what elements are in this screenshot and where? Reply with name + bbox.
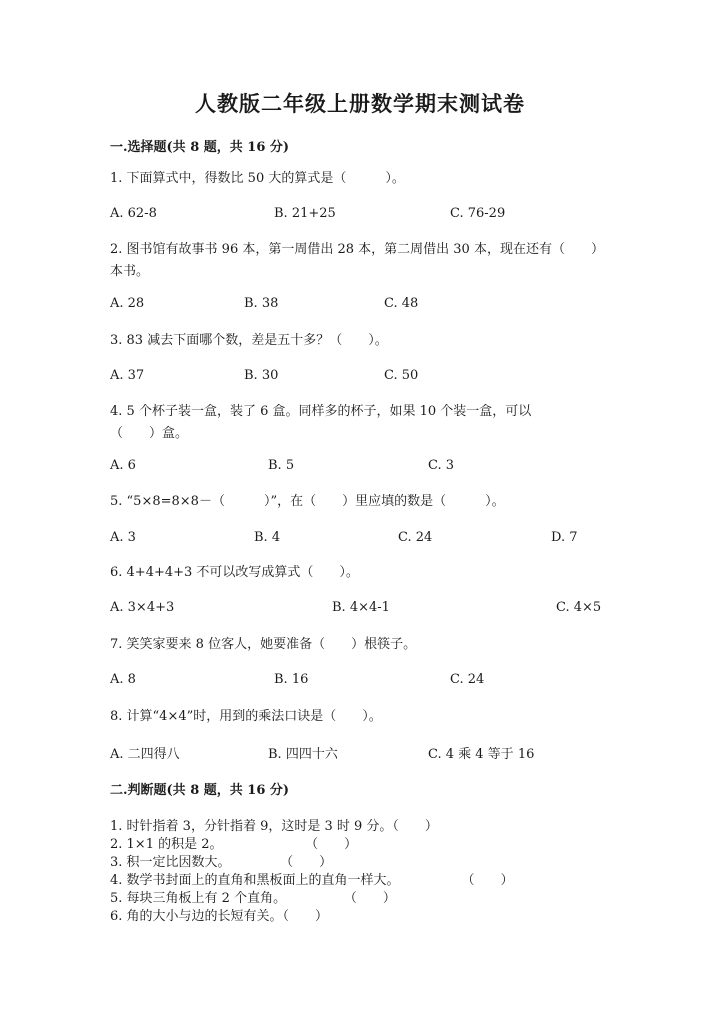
q4-option-c: C. 3 — [428, 458, 455, 473]
q3-option-c: C. 50 — [384, 368, 419, 383]
judgement-item-1: 1. 时针指着 3，分针指着 9，这时是 3 时 9 分。（ ） — [110, 819, 438, 834]
q5-option-d: D. 7 — [551, 530, 578, 545]
q2-option-b: B. 38 — [244, 296, 279, 311]
q6-option-c: C. 4×5 — [556, 600, 602, 615]
question-6: 6. 4+4+4+3 不可以改写成算式（ ）。 — [110, 565, 359, 580]
q7-option-a: A. 8 — [110, 672, 136, 687]
question-7: 7. 笑笑家要来 8 位客人，她要准备（ ）根筷子。 — [110, 637, 417, 652]
q1-option-a: A. 62-8 — [110, 206, 157, 221]
section-heading-judgement: 二.判断题(共 8 题，共 16 分) — [110, 783, 290, 798]
q3-option-a: A. 37 — [110, 368, 145, 383]
judgement-item-5: 5. 每块三角板上有 2 个直角。 （ ） — [110, 891, 396, 906]
q1-option-c: C. 76-29 — [450, 206, 506, 221]
judgement-item-6: 6. 角的大小与边的长短有关。（ ） — [110, 909, 329, 924]
section-heading-choice: 一.选择题(共 8 题，共 16 分) — [110, 140, 290, 155]
judgement-item-4: 4. 数学书封面上的直角和黑板面上的直角一样大。 （ ） — [110, 873, 514, 888]
judgement-item-2: 2. 1×1 的积是 2。 （ ） — [110, 837, 358, 852]
question-1: 1. 下面算式中，得数比 50 大的算式是（ ）。 — [110, 171, 405, 186]
q7-option-b: B. 16 — [274, 672, 309, 687]
question-8: 8. 计算“4×4”时，用到的乘法口诀是（ ）。 — [110, 709, 382, 724]
q2-option-c: C. 48 — [384, 296, 419, 311]
q5-option-a: A. 3 — [110, 530, 136, 545]
q8-option-b: B. 四四十六 — [268, 747, 338, 762]
q1-option-b: B. 21+25 — [274, 206, 336, 221]
q7-option-c: C. 24 — [450, 672, 485, 687]
question-3: 3. 83 减去下面哪个数，差是五十多？（ ）。 — [110, 333, 388, 348]
q3-option-b: B. 30 — [244, 368, 279, 383]
page-title: 人教版二年级上册数学期末测试卷 — [195, 91, 525, 116]
q8-option-a: A. 二四得八 — [110, 747, 180, 762]
q4-option-b: B. 5 — [268, 458, 295, 473]
q2-option-a: A. 28 — [110, 296, 145, 311]
q4-option-a: A. 6 — [110, 458, 136, 473]
question-2: 2. 图书馆有故事书 96 本，第一周借出 28 本，第二周借出 30 本，现在还有（ ）本书。 — [110, 242, 598, 279]
q5-option-c: C. 24 — [398, 530, 433, 545]
question-5: 5. “5×8=8×8－（ ）”，在（ ）里应填的数是（ ）。 — [110, 494, 505, 509]
q8-option-c: C. 4 乘 4 等于 16 — [428, 747, 535, 762]
q6-option-b: B. 4×4-1 — [332, 600, 390, 615]
judgement-item-3: 3. 积一定比因数大。 （ ） — [110, 855, 333, 870]
q5-option-b: B. 4 — [254, 530, 281, 545]
q6-option-a: A. 3×4+3 — [110, 600, 175, 615]
question-4: 4. 5 个杯子装一盒，装了 6 盒。同样多的杯子，如果 10 个装一盒，可以（ ）盒。 — [110, 404, 532, 441]
